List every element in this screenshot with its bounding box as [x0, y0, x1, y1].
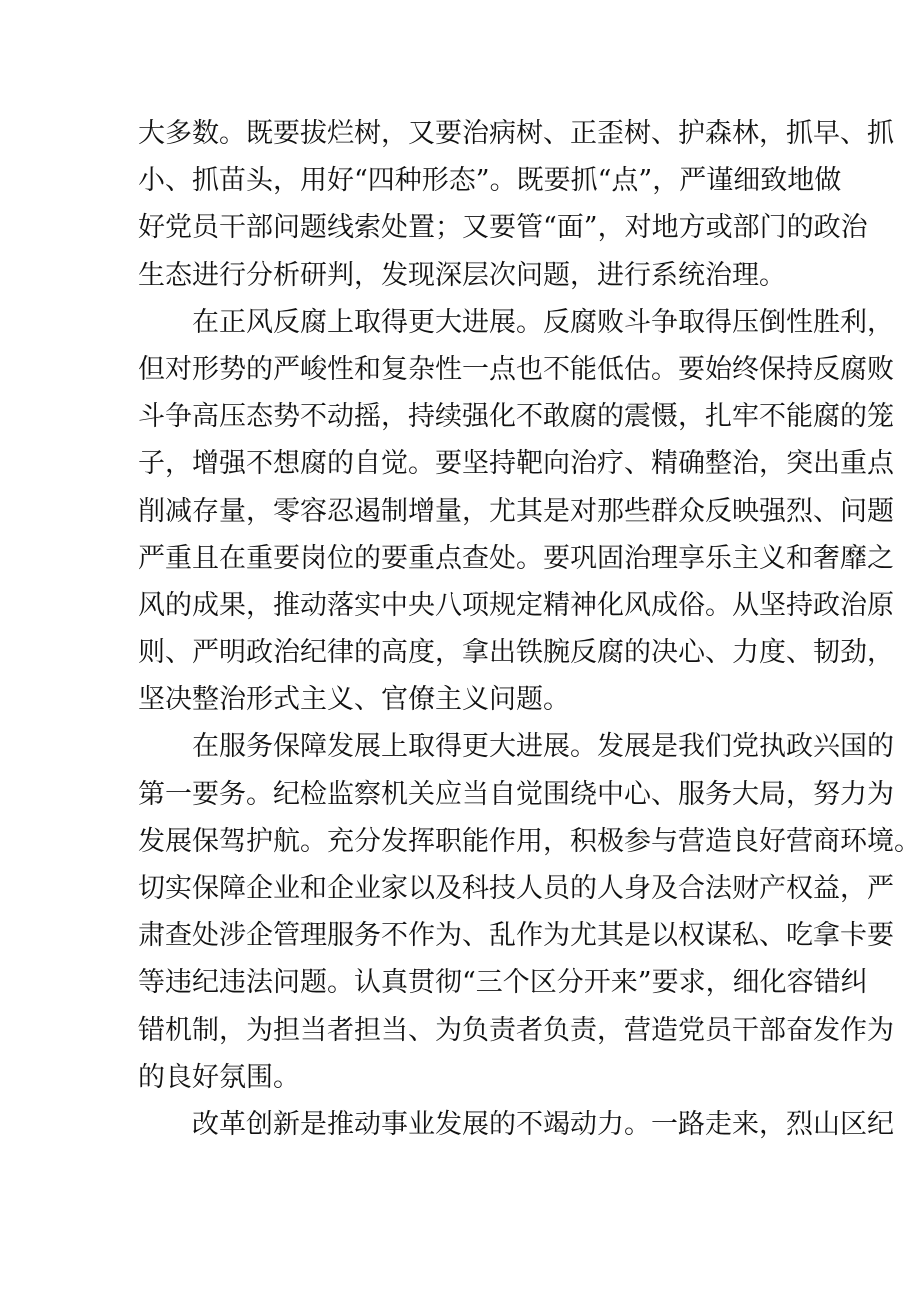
text-line: 错机制，为担当者担当、为负责者负责，营造党员干部奋发作为 [138, 1014, 894, 1046]
text-line: 的良好氛围。 [138, 1061, 300, 1093]
paragraph-first-line: 在正风反腐上取得更大进展。反腐败斗争取得压倒性胜利， [192, 306, 894, 338]
text-line: 发展保驾护航。充分发挥职能作用，积极参与营造良好营商环境。 [138, 825, 921, 857]
text-line: 生态进行分析研判，发现深层次问题，进行系统治理。 [138, 259, 786, 291]
text-line: 小、抓苗头，用好“四种形态”。既要抓“点”，严谨细致地做 [138, 165, 842, 197]
paragraph-first-line: 改革创新是推动事业发展的不竭动力。一路走来，烈山区纪 [192, 1108, 894, 1140]
text-line: 切实保障企业和企业家以及科技人员的人身及合法财产权益，严 [138, 873, 894, 904]
paragraph-first-line: 在服务保障发展上取得更大进展。发展是我们党执政兴国的 [192, 731, 894, 763]
text-line: 大多数。既要拔烂树，又要治病树、正歪树、护森林，抓早、抓 [138, 118, 894, 149]
text-line: 严重且在重要岗位的要重点查处。要巩固治理享乐主义和奢靡之 [138, 542, 894, 574]
text-line: 等违纪违法问题。认真贯彻“三个区分开来”要求，细化容错纠 [138, 967, 868, 999]
text-line: 削减存量，零容忍遏制增量，尤其是对那些群众反映强烈、问题 [138, 495, 894, 527]
text-line: 坚决整治形式主义、官僚主义问题。 [138, 684, 570, 716]
document-body [138, 110, 921, 1148]
text-line: 斗争高压态势不动摇，持续强化不敢腐的震慑，扎牢不能腐的笼 [138, 401, 894, 433]
text-line: 则、严明政治纪律的高度，拿出铁腕反腐的决心、力度、韧劲， [138, 637, 894, 669]
text-line: 但对形势的严峻性和复杂性一点也不能低估。要始终保持反腐败 [138, 353, 894, 385]
text-line: 第一要务。纪检监察机关应当自觉围绕中心、服务大局，努力为 [138, 778, 894, 810]
text-line: 子，增强不想腐的自觉。要坚持靶向治疗、精确整治，突出重点 [138, 448, 894, 480]
text-line: 好党员干部问题线索处置；又要管“面”，对地方或部门的政治 [138, 212, 868, 244]
text-line: 肃查处涉企管理服务不作为、乱作为尤其是以权谋私、吃拿卡要 [138, 920, 894, 952]
text-line: 风的成果，推动落实中央八项规定精神化风成俗。从坚持政治原 [138, 589, 894, 621]
